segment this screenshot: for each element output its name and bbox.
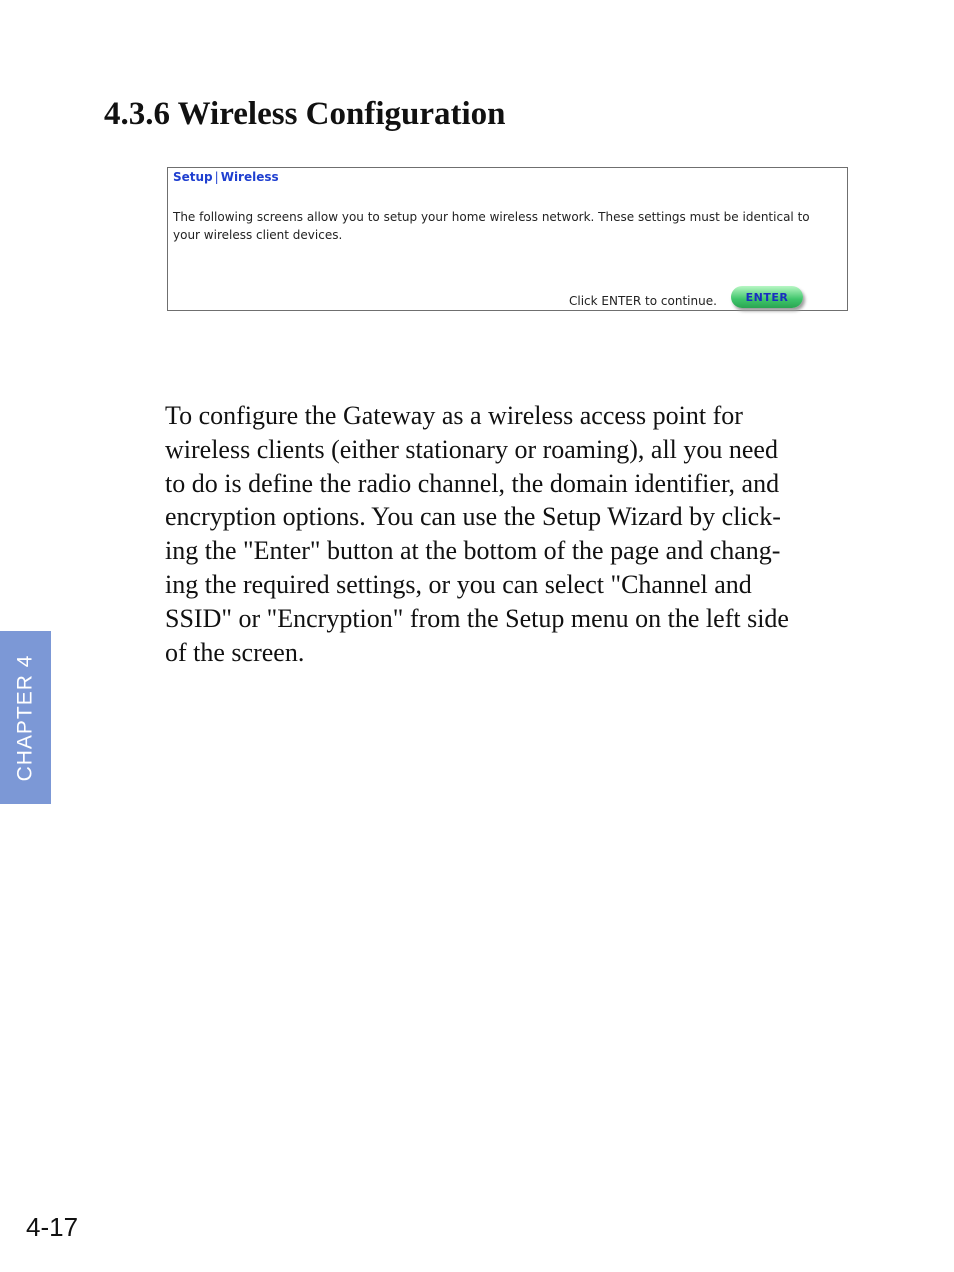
body-line: To configure the Gateway as a wireless access point for — [165, 401, 743, 430]
continue-instruction: Click ENTER to continue. — [569, 294, 717, 308]
page-number: 4-17 — [26, 1212, 79, 1242]
body-line: ing the "Enter" button at the bottom of the page and chang- — [165, 536, 781, 566]
description-line: your wireless client devices. — [173, 228, 343, 242]
screenshot-description — [173, 208, 845, 244]
chapter-label: CHAPTER 4 — [13, 654, 37, 781]
embedded-screenshot — [167, 167, 848, 311]
chapter-tab — [0, 631, 51, 804]
body-line: ing the required settings, or you can select "Channel and — [165, 569, 752, 599]
body-line: encryption options. You can use the Setup Wizard by click- — [165, 502, 781, 532]
body-line: SSID" or "Encryption" from the Setup menu on the left side — [165, 603, 789, 633]
body-line: to do is define the radio channel, the domain identifier, and — [165, 468, 780, 498]
description-line: The following screens allow you to setup your home wireless network. These settings must be identical to — [173, 210, 810, 224]
breadcrumb — [173, 170, 279, 184]
enter-button[interactable]: ENTER — [731, 286, 803, 308]
breadcrumb-separator: | — [214, 170, 219, 184]
section-title: 4.3.6 Wireless Configuration — [104, 96, 506, 132]
body-line: of the screen. — [165, 637, 305, 667]
breadcrumb-setup-link[interactable]: Setup — [173, 170, 213, 184]
body-line: wireless clients (either stationary or roaming), all you need — [165, 434, 778, 464]
breadcrumb-wireless-link[interactable]: Wireless — [220, 170, 279, 184]
body-paragraph — [165, 399, 865, 669]
